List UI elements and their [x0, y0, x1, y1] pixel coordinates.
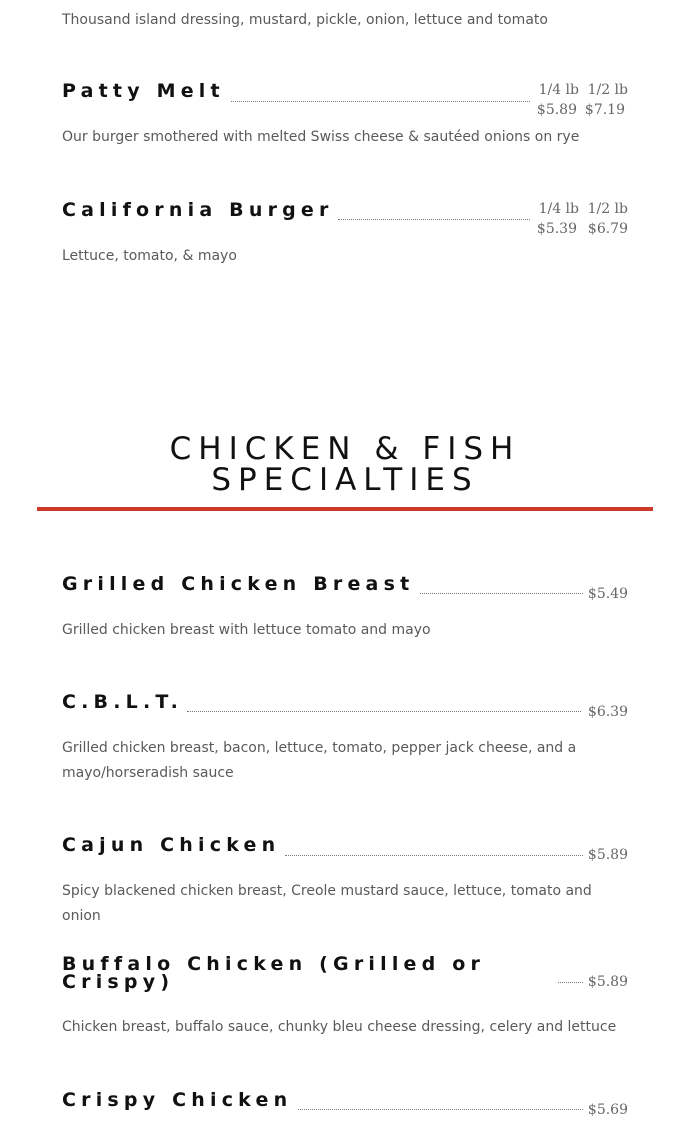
- item-price: $5.49: [587, 586, 628, 602]
- price-half-lb: $6.79: [587, 221, 628, 237]
- item-description: Our burger smothered with melted Swiss cheese & sautéed onions on rye: [62, 129, 580, 145]
- dotted-leader: [298, 1109, 583, 1110]
- dotted-leader: [187, 711, 581, 712]
- item-header: [62, 1089, 628, 1118]
- menu-item-california-burger: [62, 199, 628, 264]
- item-description: Thousand island dressing, mustard, pickle, onion, lettuce and tomato: [62, 12, 548, 28]
- dotted-leader: [285, 855, 583, 856]
- item-header: [62, 573, 628, 602]
- section-divider: [37, 507, 653, 511]
- item-name: Buffalo Chicken (Grilled or Crispy): [62, 953, 486, 993]
- item-price: $6.39: [587, 704, 628, 720]
- item-price: $5.89: [587, 847, 628, 863]
- menu-item-buffalo-chicken: [62, 953, 628, 1035]
- price-quarter-lb: $5.39: [536, 221, 577, 237]
- item-name: Patty Melt: [62, 80, 225, 102]
- menu-item-grilled-chicken-breast: [62, 573, 628, 638]
- item-name: Cajun Chicken: [62, 834, 281, 856]
- size-label-quarter-lb: 1/4 lb: [538, 201, 579, 217]
- item-description: Spicy blackened chicken breast, Creole mustard sauce, lettuce, tomato and onion: [62, 883, 592, 924]
- size-label-half-lb: 1/2 lb: [587, 82, 628, 98]
- dotted-leader: [420, 593, 583, 594]
- section-title-line-2: SPECIALTIES: [211, 462, 479, 498]
- item-description: Lettuce, tomato, & mayo: [62, 248, 237, 264]
- dotted-leader: [231, 101, 530, 102]
- item-description: Chicken breast, buffalo sauce, chunky bleu cheese dressing, celery and lettuce: [62, 1019, 617, 1035]
- menu-item-crispy-chicken: [62, 1089, 628, 1118]
- item-name: Grilled Chicken Breast: [62, 573, 415, 595]
- item-header: [62, 80, 628, 118]
- section-title-line-1: CHICKEN & FISH: [169, 431, 521, 467]
- dotted-leader: [558, 982, 583, 983]
- item-description: Grilled chicken breast with lettuce tomato and mayo: [62, 622, 431, 638]
- item-header: [62, 834, 628, 863]
- price-quarter-lb: $5.89: [536, 102, 577, 118]
- menu-item-patty-melt: [62, 80, 628, 145]
- menu-item-cajun-chicken: [62, 834, 628, 924]
- item-name: C.B.L.T.: [62, 691, 184, 713]
- size-label-quarter-lb: 1/4 lb: [538, 82, 579, 98]
- item-price: $5.69: [587, 1102, 628, 1118]
- item-name: California Burger: [62, 199, 334, 221]
- item-name: Crispy Chicken: [62, 1089, 293, 1111]
- menu-item-cblt: [62, 691, 628, 781]
- item-header: [62, 199, 628, 237]
- item-header: [62, 691, 628, 720]
- size-label-half-lb: 1/2 lb: [587, 201, 628, 217]
- dotted-leader: [338, 219, 530, 220]
- item-price: $5.89: [587, 974, 628, 990]
- item-description: Grilled chicken breast, bacon, lettuce, tomato, pepper jack cheese, and a mayo/horseradish sauce: [62, 740, 577, 781]
- item-header: [62, 955, 628, 992]
- price-half-lb: $7.19: [584, 102, 625, 118]
